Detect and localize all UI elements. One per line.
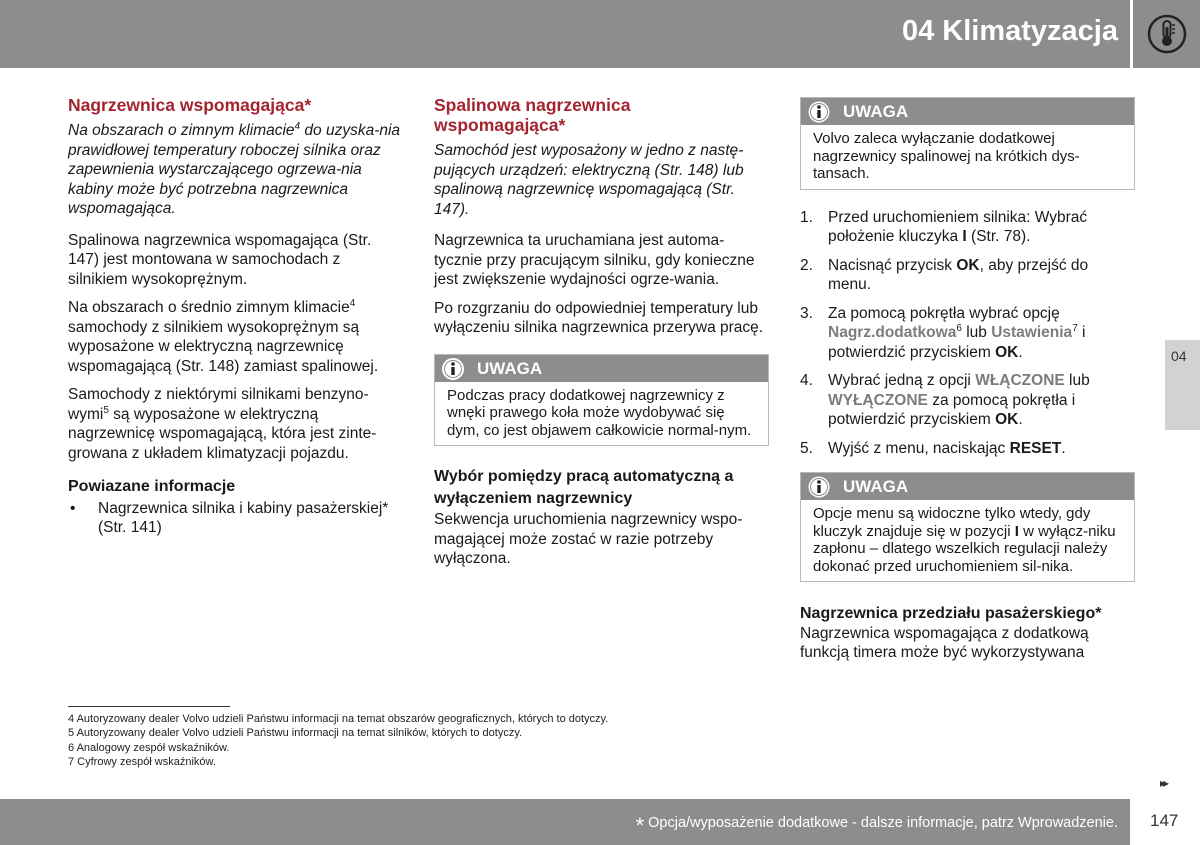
sub-heading: Nagrzewnica przedziału pasażerskiego*	[800, 605, 1102, 622]
related-link[interactable]: • Nagrzewnica silnika i kabiny pasażerskiej* (Str. 141)	[70, 499, 389, 536]
note-label: UWAGA	[843, 477, 909, 496]
list-item: 5. Wyjść z menu, naciskając RESET.	[800, 439, 1066, 457]
bullet-icon: •	[70, 499, 76, 517]
column-3	[800, 97, 1135, 672]
paragraph: Nagrzewnica wspomagająca z dodatkową funkcją timera może być wykorzystywana	[800, 624, 1089, 661]
info-icon	[441, 357, 465, 381]
chapter-side-tab[interactable]	[1165, 340, 1200, 430]
note-label: UWAGA	[843, 102, 909, 121]
list-item: 2. Nacisnąć przycisk OK, aby przejść do menu.	[800, 256, 1089, 293]
chapter-header	[0, 0, 1130, 68]
related-info-heading: Powiazane informacje	[68, 478, 236, 495]
continue-arrow-icon: ▸▸	[1160, 776, 1167, 790]
section-heading-auxiliary-heater: Nagrzewnica wspomagająca*	[68, 95, 312, 115]
paragraph: Samochody z niektórymi silnikami benzyno-wymi$^5$ są wyposażone w elektryczną nagrzewnicę wspomagającą, która jest zinte-growana z układem klimatyzacji pojazdu.	[68, 386, 377, 462]
sub-heading: Wybór pomiędzy pracą automatyczną a wyłączeniem nagrzewnicy	[434, 468, 734, 507]
note-label: UWAGA	[477, 358, 543, 378]
paragraph: Sekwencja uruchomienia nagrzewnicy wspo-magającej może zostać w razie potrzeby wyłączona.	[434, 511, 743, 567]
list-item: 4. Wybrać jedną z opcji WŁĄCZONE lub WYŁĄCZONE za pomocą pokrętła i potwierdzić przyciskiem OK.	[800, 372, 1090, 428]
footnote-divider	[68, 706, 230, 707]
note-header	[435, 355, 768, 382]
section-heading-fuel-heater: Spalinowa nagrzewnica wspomagająca*	[434, 95, 631, 135]
info-icon	[807, 475, 831, 499]
chapter-title: 04 Klimatyzacja	[901, 15, 1118, 47]
note-box	[800, 97, 1135, 190]
page-number: 147	[1150, 811, 1179, 830]
footnotes	[68, 712, 608, 769]
intro-paragraph: Na obszarach o zimnym klimacie$^4$ do uzyska-nia prawidłowej temperatury roboczej silnika oraz zapewnienia wystarczającego ogrzewa-nia kabiny może być potrzebna nagrzewnica wspomagająca.	[68, 120, 401, 217]
list-item: 1. Przed uruchomieniem silnika: Wybrać położenie kluczyka I (Str. 78).	[800, 208, 1088, 245]
paragraph: Nagrzewnica ta uruchamiana jest automa-tycznie przy pracującym silniku, gdy konieczne jest zwiększenie wydajności ogrze-wania.	[434, 232, 755, 288]
page-footer	[0, 799, 1130, 845]
column-2	[434, 95, 769, 578]
paragraph: Po rozgrzaniu do odpowiedniej temperatury lub wyłączeniu silnika nagrzewnica przerywa pracę.	[434, 299, 764, 336]
paragraph: Na obszarach o średnio zimnym klimacie$^4$ samochody z silnikiem wysokoprężnym są wyposażone w elektryczną nagrzewnicę wspomagającą (Str. 148) zamiast spalinowej.	[68, 297, 379, 375]
note-text: Podczas pracy dodatkowej nagrzewnicy z wnęki prawego koła może wydobywać się dym, co jest objawem całkowicie normal-nym.	[447, 386, 752, 439]
footnote: 4 Autoryzowany dealer Volvo udzieli Państwu informacji na temat obszarów geograficznych, których to dotyczy.	[68, 713, 609, 725]
side-tab-label: 04	[1171, 348, 1187, 364]
footnote: 5 Autoryzowany dealer Volvo udzieli Państwu informacji na temat silników, których to dotyczy.	[68, 727, 523, 740]
info-icon	[807, 100, 831, 124]
thermometer-icon	[1147, 14, 1187, 54]
note-box	[434, 354, 769, 447]
note-header	[801, 473, 1134, 500]
note-header	[801, 98, 1134, 125]
list-item: 3. Za pomocą pokrętła wybrać opcję Nagrz.dodatkowa$^6$ lub Ustawienia$^7$ i potwierdzić przyciskiem OK.	[800, 304, 1086, 361]
note-text: Volvo zaleca wyłączanie dodatkowej nagrzewnicy spalinowej na krótkich dys-tansach.	[813, 130, 1080, 182]
chapter-icon-box	[1133, 0, 1200, 68]
note-box	[800, 472, 1135, 582]
paragraph: Spalinowa nagrzewnica wspomagająca (Str. 147) jest montowana w samochodach z silnikiem wysokoprężnym.	[68, 231, 372, 288]
note-text: Opcje menu są widoczne tylko wtedy, gdy kluczyk znajduje się w pozycji I w wyłącz-niku zapłonu – dlatego wszelkich regulacji należy dokonać przed uruchomieniem sil-nika.	[813, 505, 1116, 575]
footer-note: * Opcja/wyposażenie dodatkowe - dalsze informacje, patrz Wprowadzenie.	[635, 813, 1118, 838]
intro-paragraph: Samochód jest wyposażony w jedno z nastę-pujących urządzeń: elektryczną (Str. 148) lub spalinową nagrzewnicę wspomagającą (Str. 147).	[434, 142, 744, 218]
footnote: 6 Analogowy zespół wskaźników.	[68, 741, 230, 754]
footnote: 7 Cyfrowy zespół wskaźników.	[68, 755, 216, 768]
steps-list	[800, 208, 1135, 459]
column-1	[68, 95, 403, 538]
